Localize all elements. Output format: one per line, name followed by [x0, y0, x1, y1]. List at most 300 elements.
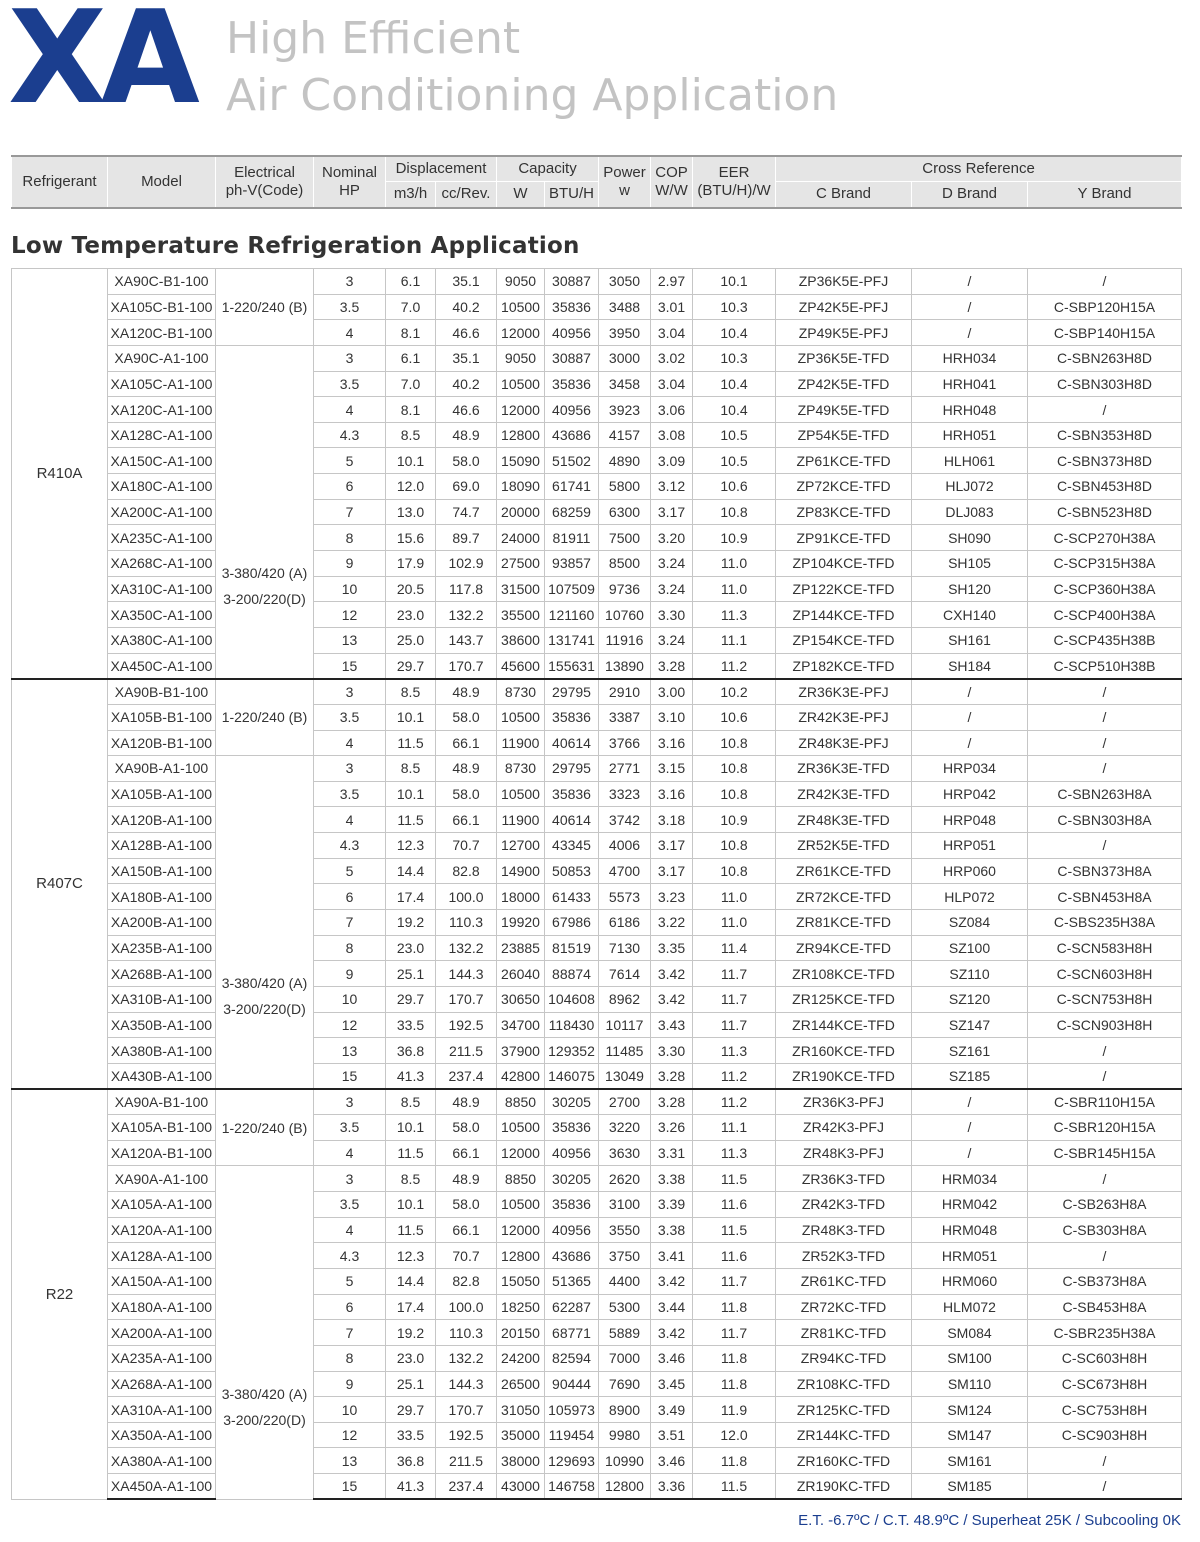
nominal-hp-cell: 4.3 [314, 1243, 386, 1269]
model-cell: XA90C-A1-100 [108, 345, 216, 371]
d-brand-cell: SH161 [912, 627, 1028, 653]
power-cell: 3550 [599, 1217, 651, 1243]
power-cell: 8962 [599, 986, 651, 1012]
c-brand-cell: ZR61KC-TFD [776, 1268, 912, 1294]
eer-cell: 10.8 [693, 499, 776, 525]
d-brand-cell: / [912, 269, 1028, 295]
cap-btu-cell: 51502 [545, 448, 599, 474]
table-row [12, 1063, 1182, 1089]
electrical-three-phase [216, 345, 314, 678]
model-cell: XA268B-A1-100 [108, 961, 216, 987]
c-brand-cell: ZP154KCE-TFD [776, 627, 912, 653]
disp-cc-cell: 132.2 [436, 935, 497, 961]
eer-cell: 11.5 [693, 1166, 776, 1192]
table-row [12, 1371, 1182, 1397]
eer-cell: 10.2 [693, 679, 776, 705]
y-brand-cell: C-SBN373H8A [1028, 858, 1182, 884]
refrigerant-cell: R410A [12, 269, 108, 679]
nominal-hp-cell: 15 [314, 1063, 386, 1089]
c-brand-cell: ZR48K3E-PFJ [776, 730, 912, 756]
c-brand-cell: ZP72KCE-TFD [776, 474, 912, 500]
model-cell: XA105B-B1-100 [108, 704, 216, 730]
cop-cell: 3.42 [651, 1268, 693, 1294]
y-brand-cell: C-SCN753H8H [1028, 986, 1182, 1012]
d-brand-cell: HRM048 [912, 1217, 1028, 1243]
disp-m3h-cell: 10.1 [386, 1115, 436, 1141]
table-row [12, 1115, 1182, 1141]
cap-w-cell: 27500 [497, 551, 545, 577]
cap-btu-cell: 43686 [545, 1243, 599, 1269]
cap-btu-cell: 50853 [545, 858, 599, 884]
table-row [12, 1192, 1182, 1218]
eer-cell: 11.7 [693, 1268, 776, 1294]
cop-cell: 3.28 [651, 1063, 693, 1089]
table-row [12, 499, 1182, 525]
cop-cell: 3.51 [651, 1422, 693, 1448]
disp-m3h-cell: 11.5 [386, 1217, 436, 1243]
y-brand-cell: C-SB263H8A [1028, 1192, 1182, 1218]
cap-btu-cell: 29795 [545, 679, 599, 705]
eer-cell: 11.0 [693, 576, 776, 602]
eer-cell: 11.0 [693, 551, 776, 577]
eer-cell: 11.7 [693, 961, 776, 987]
nominal-hp-cell: 12 [314, 1422, 386, 1448]
nominal-hp-cell: 5 [314, 448, 386, 474]
nominal-hp-cell: 12 [314, 1012, 386, 1038]
disp-cc-cell: 110.3 [436, 910, 497, 936]
title-line-1: High Efficient [226, 13, 521, 64]
electrical-line-2: 3-200/220(D) [223, 590, 306, 607]
nominal-hp-cell: 3.5 [314, 1192, 386, 1218]
eer-cell: 11.1 [693, 1115, 776, 1141]
cop-cell: 3.17 [651, 833, 693, 859]
cop-cell: 3.42 [651, 1320, 693, 1346]
power-cell: 11485 [599, 1038, 651, 1064]
disp-cc-cell: 170.7 [436, 1397, 497, 1423]
disp-cc-cell: 237.4 [436, 1474, 497, 1500]
cap-w-cell: 12000 [497, 397, 545, 423]
disp-m3h-cell: 11.5 [386, 730, 436, 756]
cap-w-cell: 10500 [497, 294, 545, 320]
electrical-three-phase [216, 756, 314, 1089]
cap-btu-cell: 129693 [545, 1448, 599, 1474]
disp-m3h-cell: 14.4 [386, 1268, 436, 1294]
header-cop-line2: W/W [655, 182, 688, 199]
model-cell: XA430B-A1-100 [108, 1063, 216, 1089]
group-r22 [12, 1089, 1182, 1499]
y-brand-cell: C-SC903H8H [1028, 1422, 1182, 1448]
cop-cell: 3.18 [651, 807, 693, 833]
cap-w-cell: 15090 [497, 448, 545, 474]
cap-btu-cell: 30887 [545, 345, 599, 371]
disp-cc-cell: 48.9 [436, 756, 497, 782]
cap-btu-cell: 51365 [545, 1268, 599, 1294]
nominal-hp-cell: 3 [314, 269, 386, 295]
table-row [12, 1243, 1182, 1269]
power-cell: 8900 [599, 1397, 651, 1423]
cap-w-cell: 24200 [497, 1345, 545, 1371]
eer-cell: 10.3 [693, 345, 776, 371]
cop-cell: 3.42 [651, 961, 693, 987]
c-brand-cell: ZR144KCE-TFD [776, 1012, 912, 1038]
cap-w-cell: 34700 [497, 1012, 545, 1038]
cap-btu-cell: 35836 [545, 781, 599, 807]
model-cell: XA350B-A1-100 [108, 1012, 216, 1038]
y-brand-cell: C-SCP510H38B [1028, 653, 1182, 679]
d-brand-cell: SH184 [912, 653, 1028, 679]
eer-cell: 10.9 [693, 525, 776, 551]
nominal-hp-cell: 3 [314, 756, 386, 782]
cap-btu-cell: 40614 [545, 730, 599, 756]
disp-m3h-cell: 12.0 [386, 474, 436, 500]
d-brand-cell: SZ100 [912, 935, 1028, 961]
c-brand-cell: ZR48K3-PFJ [776, 1140, 912, 1166]
model-cell: XA350A-A1-100 [108, 1422, 216, 1448]
y-brand-cell: C-SBN453H8D [1028, 474, 1182, 500]
disp-m3h-cell: 7.0 [386, 294, 436, 320]
model-cell: XA180C-A1-100 [108, 474, 216, 500]
header-refrigerant: Refrigerant [12, 156, 108, 208]
eer-cell: 11.4 [693, 935, 776, 961]
disp-cc-cell: 170.7 [436, 653, 497, 679]
electrical-line-1: 3-380/420 (A) [221, 975, 308, 991]
cap-btu-cell: 131741 [545, 627, 599, 653]
eer-cell: 11.2 [693, 653, 776, 679]
eer-cell: 10.4 [693, 320, 776, 346]
disp-cc-cell: 66.1 [436, 807, 497, 833]
model-cell: XA128C-A1-100 [108, 422, 216, 448]
nominal-hp-cell: 10 [314, 986, 386, 1012]
power-cell: 3923 [599, 397, 651, 423]
c-brand-cell: ZP83KCE-TFD [776, 499, 912, 525]
disp-cc-cell: 69.0 [436, 474, 497, 500]
cap-btu-cell: 118430 [545, 1012, 599, 1038]
model-cell: XA90A-A1-100 [108, 1166, 216, 1192]
header-c-brand: C Brand [776, 181, 912, 208]
cap-btu-cell: 107509 [545, 576, 599, 602]
c-brand-cell: ZR36K3-TFD [776, 1166, 912, 1192]
table-row [12, 448, 1182, 474]
c-brand-cell: ZR48K3-TFD [776, 1217, 912, 1243]
d-brand-cell: / [912, 1115, 1028, 1141]
d-brand-cell: HRP060 [912, 858, 1028, 884]
power-cell: 3766 [599, 730, 651, 756]
y-brand-cell: C-SCN583H8H [1028, 935, 1182, 961]
eer-cell: 11.8 [693, 1345, 776, 1371]
disp-m3h-cell: 19.2 [386, 1320, 436, 1346]
cap-w-cell: 11900 [497, 730, 545, 756]
cop-cell: 3.46 [651, 1345, 693, 1371]
nominal-hp-cell: 3.5 [314, 781, 386, 807]
cop-cell: 3.04 [651, 371, 693, 397]
cap-btu-cell: 29795 [545, 756, 599, 782]
eer-cell: 11.7 [693, 1320, 776, 1346]
disp-m3h-cell: 11.5 [386, 807, 436, 833]
disp-m3h-cell: 17.4 [386, 884, 436, 910]
cop-cell: 3.24 [651, 576, 693, 602]
model-cell: XA128A-A1-100 [108, 1243, 216, 1269]
c-brand-cell: ZR125KCE-TFD [776, 986, 912, 1012]
disp-m3h-cell: 11.5 [386, 1140, 436, 1166]
d-brand-cell: SM185 [912, 1474, 1028, 1500]
cap-w-cell: 18000 [497, 884, 545, 910]
table-row [12, 653, 1182, 679]
cop-cell: 3.30 [651, 602, 693, 628]
d-brand-cell: HRP048 [912, 807, 1028, 833]
y-brand-cell: / [1028, 679, 1182, 705]
d-brand-cell: SM100 [912, 1345, 1028, 1371]
power-cell: 3742 [599, 807, 651, 833]
cap-btu-cell: 30887 [545, 269, 599, 295]
cap-w-cell: 9050 [497, 345, 545, 371]
c-brand-cell: ZR94KCE-TFD [776, 935, 912, 961]
group-r410a [12, 269, 1182, 679]
table-row [12, 1217, 1182, 1243]
c-brand-cell: ZR42K3-PFJ [776, 1115, 912, 1141]
disp-m3h-cell: 12.3 [386, 833, 436, 859]
cap-w-cell: 18250 [497, 1294, 545, 1320]
power-cell: 7614 [599, 961, 651, 987]
cap-btu-cell: 30205 [545, 1166, 599, 1192]
nominal-hp-cell: 3 [314, 1089, 386, 1115]
y-brand-cell: C-SBN263H8A [1028, 781, 1182, 807]
disp-cc-cell: 46.6 [436, 320, 497, 346]
table-row [12, 1294, 1182, 1320]
power-cell: 4700 [599, 858, 651, 884]
disp-m3h-cell: 25.1 [386, 961, 436, 987]
d-brand-cell: / [912, 1089, 1028, 1115]
c-brand-cell: ZR61KCE-TFD [776, 858, 912, 884]
disp-cc-cell: 58.0 [436, 781, 497, 807]
header-nominal-line2: HP [339, 182, 360, 199]
cap-w-cell: 26500 [497, 1371, 545, 1397]
d-brand-cell: / [912, 730, 1028, 756]
y-brand-cell: C-SBN263H8D [1028, 345, 1182, 371]
y-brand-cell: / [1028, 1063, 1182, 1089]
disp-m3h-cell: 10.1 [386, 1192, 436, 1218]
model-cell: XA200B-A1-100 [108, 910, 216, 936]
brand-logo: XA [8, 0, 194, 133]
eer-cell: 10.8 [693, 833, 776, 859]
d-brand-cell: SH105 [912, 551, 1028, 577]
header-nominal-hp [314, 156, 386, 208]
power-cell: 3220 [599, 1115, 651, 1141]
disp-m3h-cell: 29.7 [386, 653, 436, 679]
eer-cell: 12.0 [693, 1422, 776, 1448]
cap-btu-cell: 40956 [545, 1217, 599, 1243]
nominal-hp-cell: 3 [314, 1166, 386, 1192]
model-cell: XA120C-B1-100 [108, 320, 216, 346]
disp-cc-cell: 100.0 [436, 884, 497, 910]
eer-cell: 10.1 [693, 269, 776, 295]
table-row [12, 1345, 1182, 1371]
cop-cell: 3.46 [651, 1448, 693, 1474]
y-brand-cell: / [1028, 397, 1182, 423]
header-y-brand: Y Brand [1028, 181, 1182, 208]
disp-cc-cell: 58.0 [436, 1192, 497, 1218]
eer-cell: 11.7 [693, 986, 776, 1012]
cap-w-cell: 20000 [497, 499, 545, 525]
power-cell: 7500 [599, 525, 651, 551]
y-brand-cell: C-SBN303H8D [1028, 371, 1182, 397]
y-brand-cell: / [1028, 704, 1182, 730]
disp-cc-cell: 132.2 [436, 1345, 497, 1371]
cop-cell: 3.24 [651, 551, 693, 577]
model-cell: XA120A-A1-100 [108, 1217, 216, 1243]
d-brand-cell: / [912, 294, 1028, 320]
eer-cell: 11.0 [693, 884, 776, 910]
model-cell: XA310A-A1-100 [108, 1397, 216, 1423]
cop-cell: 3.16 [651, 730, 693, 756]
cop-cell: 3.43 [651, 1012, 693, 1038]
y-brand-cell: C-SCP360H38A [1028, 576, 1182, 602]
table-row [12, 1166, 1182, 1192]
y-brand-cell: C-SBN303H8A [1028, 807, 1182, 833]
spec-table-header [11, 155, 1182, 209]
y-brand-cell: C-SBR145H15A [1028, 1140, 1182, 1166]
disp-cc-cell: 35.1 [436, 345, 497, 371]
power-cell: 13049 [599, 1063, 651, 1089]
nominal-hp-cell: 3.5 [314, 371, 386, 397]
c-brand-cell: ZP122KCE-TFD [776, 576, 912, 602]
cap-w-cell: 9050 [497, 269, 545, 295]
header-capacity: Capacity [497, 156, 599, 181]
cop-cell: 3.28 [651, 653, 693, 679]
table-row [12, 320, 1182, 346]
table-row [12, 1397, 1182, 1423]
power-cell: 6186 [599, 910, 651, 936]
eer-cell: 11.9 [693, 1397, 776, 1423]
y-brand-cell: / [1028, 756, 1182, 782]
d-brand-cell: HRP034 [912, 756, 1028, 782]
power-cell: 9736 [599, 576, 651, 602]
disp-cc-cell: 192.5 [436, 1422, 497, 1448]
disp-cc-cell: 143.7 [436, 627, 497, 653]
model-cell: XA105A-B1-100 [108, 1115, 216, 1141]
cap-w-cell: 12000 [497, 320, 545, 346]
c-brand-cell: ZR94KC-TFD [776, 1345, 912, 1371]
table-row [12, 294, 1182, 320]
d-brand-cell: HRH051 [912, 422, 1028, 448]
y-brand-cell: C-SBS235H38A [1028, 910, 1182, 936]
cop-cell: 3.17 [651, 499, 693, 525]
table-row [12, 961, 1182, 987]
d-brand-cell: HRM051 [912, 1243, 1028, 1269]
nominal-hp-cell: 4 [314, 730, 386, 756]
cap-w-cell: 35000 [497, 1422, 545, 1448]
cop-cell: 3.12 [651, 474, 693, 500]
y-brand-cell: C-SCN903H8H [1028, 1012, 1182, 1038]
table-row [12, 1268, 1182, 1294]
cap-btu-cell: 88874 [545, 961, 599, 987]
electrical-three-phase [216, 1166, 314, 1499]
y-brand-cell: C-SC673H8H [1028, 1371, 1182, 1397]
cap-btu-cell: 40956 [545, 320, 599, 346]
y-brand-cell: C-SB373H8A [1028, 1268, 1182, 1294]
cap-w-cell: 12800 [497, 1243, 545, 1269]
nominal-hp-cell: 15 [314, 1474, 386, 1500]
disp-cc-cell: 110.3 [436, 1320, 497, 1346]
power-cell: 4400 [599, 1268, 651, 1294]
disp-m3h-cell: 29.7 [386, 986, 436, 1012]
header-electrical-line2: ph-V(Code) [225, 182, 304, 199]
nominal-hp-cell: 7 [314, 910, 386, 936]
disp-cc-cell: 66.1 [436, 1140, 497, 1166]
d-brand-cell: SH120 [912, 576, 1028, 602]
eer-cell: 11.8 [693, 1294, 776, 1320]
power-cell: 3387 [599, 704, 651, 730]
y-brand-cell: C-SBR110H15A [1028, 1089, 1182, 1115]
cap-w-cell: 19920 [497, 910, 545, 936]
power-cell: 7130 [599, 935, 651, 961]
cop-cell: 3.16 [651, 781, 693, 807]
eer-cell: 11.5 [693, 1217, 776, 1243]
cap-btu-cell: 119454 [545, 1422, 599, 1448]
cap-btu-cell: 61433 [545, 884, 599, 910]
header-cross-reference: Cross Reference [776, 156, 1182, 181]
cop-cell: 3.39 [651, 1192, 693, 1218]
cop-cell: 3.08 [651, 422, 693, 448]
c-brand-cell: ZR160KC-TFD [776, 1448, 912, 1474]
nominal-hp-cell: 10 [314, 576, 386, 602]
model-cell: XA450C-A1-100 [108, 653, 216, 679]
d-brand-cell: DLJ083 [912, 499, 1028, 525]
d-brand-cell: / [912, 679, 1028, 705]
disp-m3h-cell: 36.8 [386, 1448, 436, 1474]
nominal-hp-cell: 4.3 [314, 833, 386, 859]
disp-m3h-cell: 8.5 [386, 422, 436, 448]
c-brand-cell: ZP104KCE-TFD [776, 551, 912, 577]
disp-cc-cell: 58.0 [436, 448, 497, 474]
nominal-hp-cell: 4 [314, 1217, 386, 1243]
d-brand-cell: / [912, 1140, 1028, 1166]
disp-m3h-cell: 8.1 [386, 397, 436, 423]
table-row [12, 551, 1182, 577]
header-disp-m3h: m3/h [386, 181, 436, 208]
table-row [12, 1448, 1182, 1474]
c-brand-cell: ZP42K5E-TFD [776, 371, 912, 397]
electrical-line-1: 3-380/420 (A) [221, 1385, 308, 1402]
disp-cc-cell: 40.2 [436, 371, 497, 397]
power-cell: 11916 [599, 627, 651, 653]
y-brand-cell: C-SC753H8H [1028, 1397, 1182, 1423]
nominal-hp-cell: 5 [314, 858, 386, 884]
cop-cell: 3.38 [651, 1217, 693, 1243]
eer-cell: 10.4 [693, 371, 776, 397]
disp-cc-cell: 66.1 [436, 730, 497, 756]
header-cap-btu: BTU/H [545, 181, 599, 208]
cop-cell: 3.15 [651, 756, 693, 782]
d-brand-cell: SZ084 [912, 910, 1028, 936]
eer-cell: 11.2 [693, 1063, 776, 1089]
nominal-hp-cell: 6 [314, 474, 386, 500]
disp-m3h-cell: 10.1 [386, 704, 436, 730]
cap-w-cell: 43000 [497, 1474, 545, 1500]
c-brand-cell: ZP54K5E-TFD [776, 422, 912, 448]
table-row [12, 704, 1182, 730]
d-brand-cell: SM147 [912, 1422, 1028, 1448]
model-cell: XA180B-A1-100 [108, 884, 216, 910]
table-row [12, 576, 1182, 602]
disp-m3h-cell: 36.8 [386, 1038, 436, 1064]
power-cell: 4890 [599, 448, 651, 474]
disp-m3h-cell: 23.0 [386, 935, 436, 961]
nominal-hp-cell: 4 [314, 320, 386, 346]
cap-btu-cell: 81519 [545, 935, 599, 961]
disp-cc-cell: 170.7 [436, 986, 497, 1012]
table-row [12, 1422, 1182, 1448]
eer-cell: 11.8 [693, 1448, 776, 1474]
